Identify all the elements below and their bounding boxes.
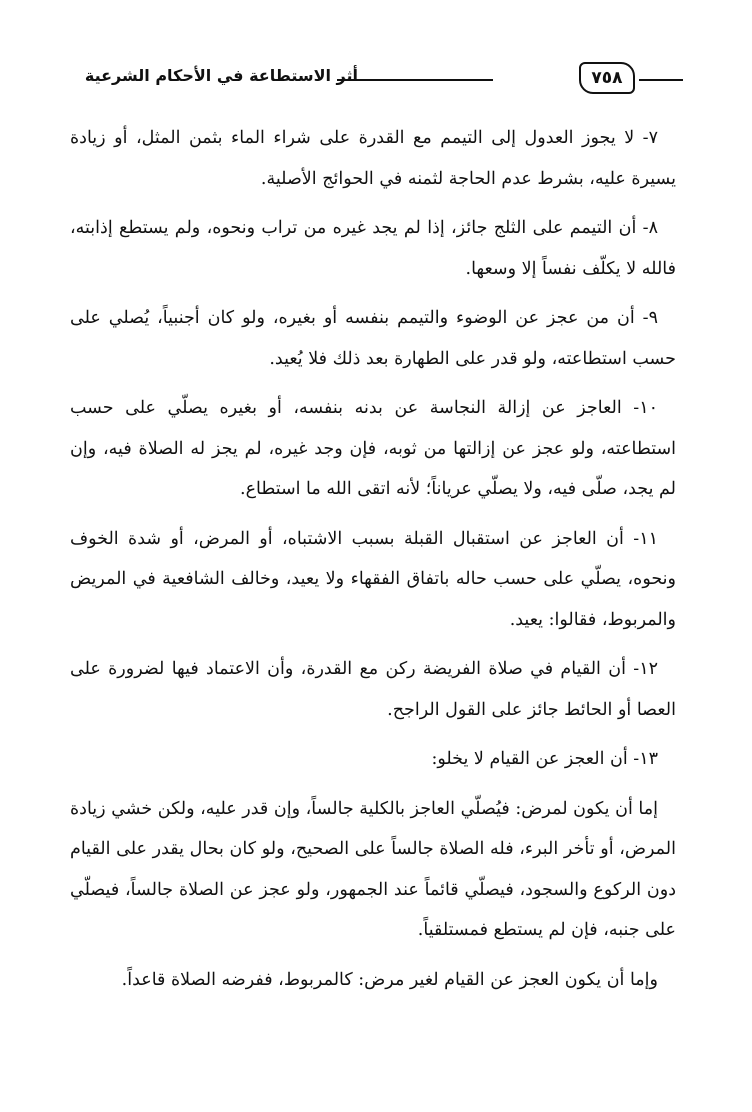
body-text [70, 118, 676, 1009]
paragraph-9: ٩- أن من عجز عن الوضوء والتيمم بنفسه أو بغيره، ولو كان أجنبياً، يُصلي على حسب استطاعته، ولو قدر على الطهارة بعد ذلك فلا يُعيد. [70, 308, 676, 369]
paragraph-13-other: وإما أن يكون العجز عن القيام لغير مرض: كالمربوط، ففرضه الصلاة قاعداً. [121, 969, 658, 990]
paragraph-12: ١٢- أن القيام في صلاة الفريضة ركن مع القدرة، وأن الاعتماد فيها لضرورة على العصا أو الحائط جائز على القول الراجح. [70, 659, 676, 720]
paragraph-13: ١٣- أن العجز عن القيام لا يخلو: [431, 749, 658, 769]
header-rule-right [639, 79, 683, 81]
paragraph-11: ١١- أن العاجز عن استقبال القبلة بسبب الاشتباه، أو المرض، أو شدة الخوف ونحوه، يصلّي على حسب حاله باتفاق الفقهاء ولا يعيد، وخالف الشافعية في المريض والمربوط، فقالوا: يعيد. [70, 528, 676, 630]
paragraph-8: ٨- أن التيمم على الثلج جائز، إذا لم يجد غيره من تراب ونحوه، ولم يستطع إذابته، فالله لا يكلّف نفساً إلا وسعها. [70, 218, 676, 279]
paragraph-13-illness: إما أن يكون لمرض: فيُصلّي العاجز بالكلية جالساً، وإن قدر عليه، ولكن خشي زيادة المرض، أو تأخر البرء، فله الصلاة جالساً على الصحيح، ولو كان بحال يقدر على القيام دون الركوع والسجود، فيصلّي قائماً عند الجمهور، ولو عجز عن الصلاة جالساً، فيصلّي على جنبه، فإن لم يستطع فمستلقياً. [70, 798, 676, 940]
running-title: أثر الاستطاعة في الأحكام الشرعية [84, 66, 358, 85]
header-rule-left [337, 79, 493, 81]
page-number: ٧٥٨ [579, 62, 635, 94]
paragraph-10: ١٠- العاجز عن إزالة النجاسة عن بدنه بنفسه، أو بغيره يصلّي على حسب استطاعته، ولو عجز عن إزالتها من ثوبه، فإن وجد غيره، لم يجز له الصلاة فيه، وإن لم يجد، صلّى فيه، ولا يصلّي عرياناً؛ لأنه اتقى الله ما استطاع. [70, 398, 676, 499]
page-header [75, 58, 683, 98]
paragraph-7: ٧- لا يجوز العدول إلى التيمم مع القدرة على شراء الماء بثمن المثل، أو زيادة يسيرة عليه، بشرط عدم الحاجة لثمنه في الحوائج الأصلية. [70, 128, 676, 189]
